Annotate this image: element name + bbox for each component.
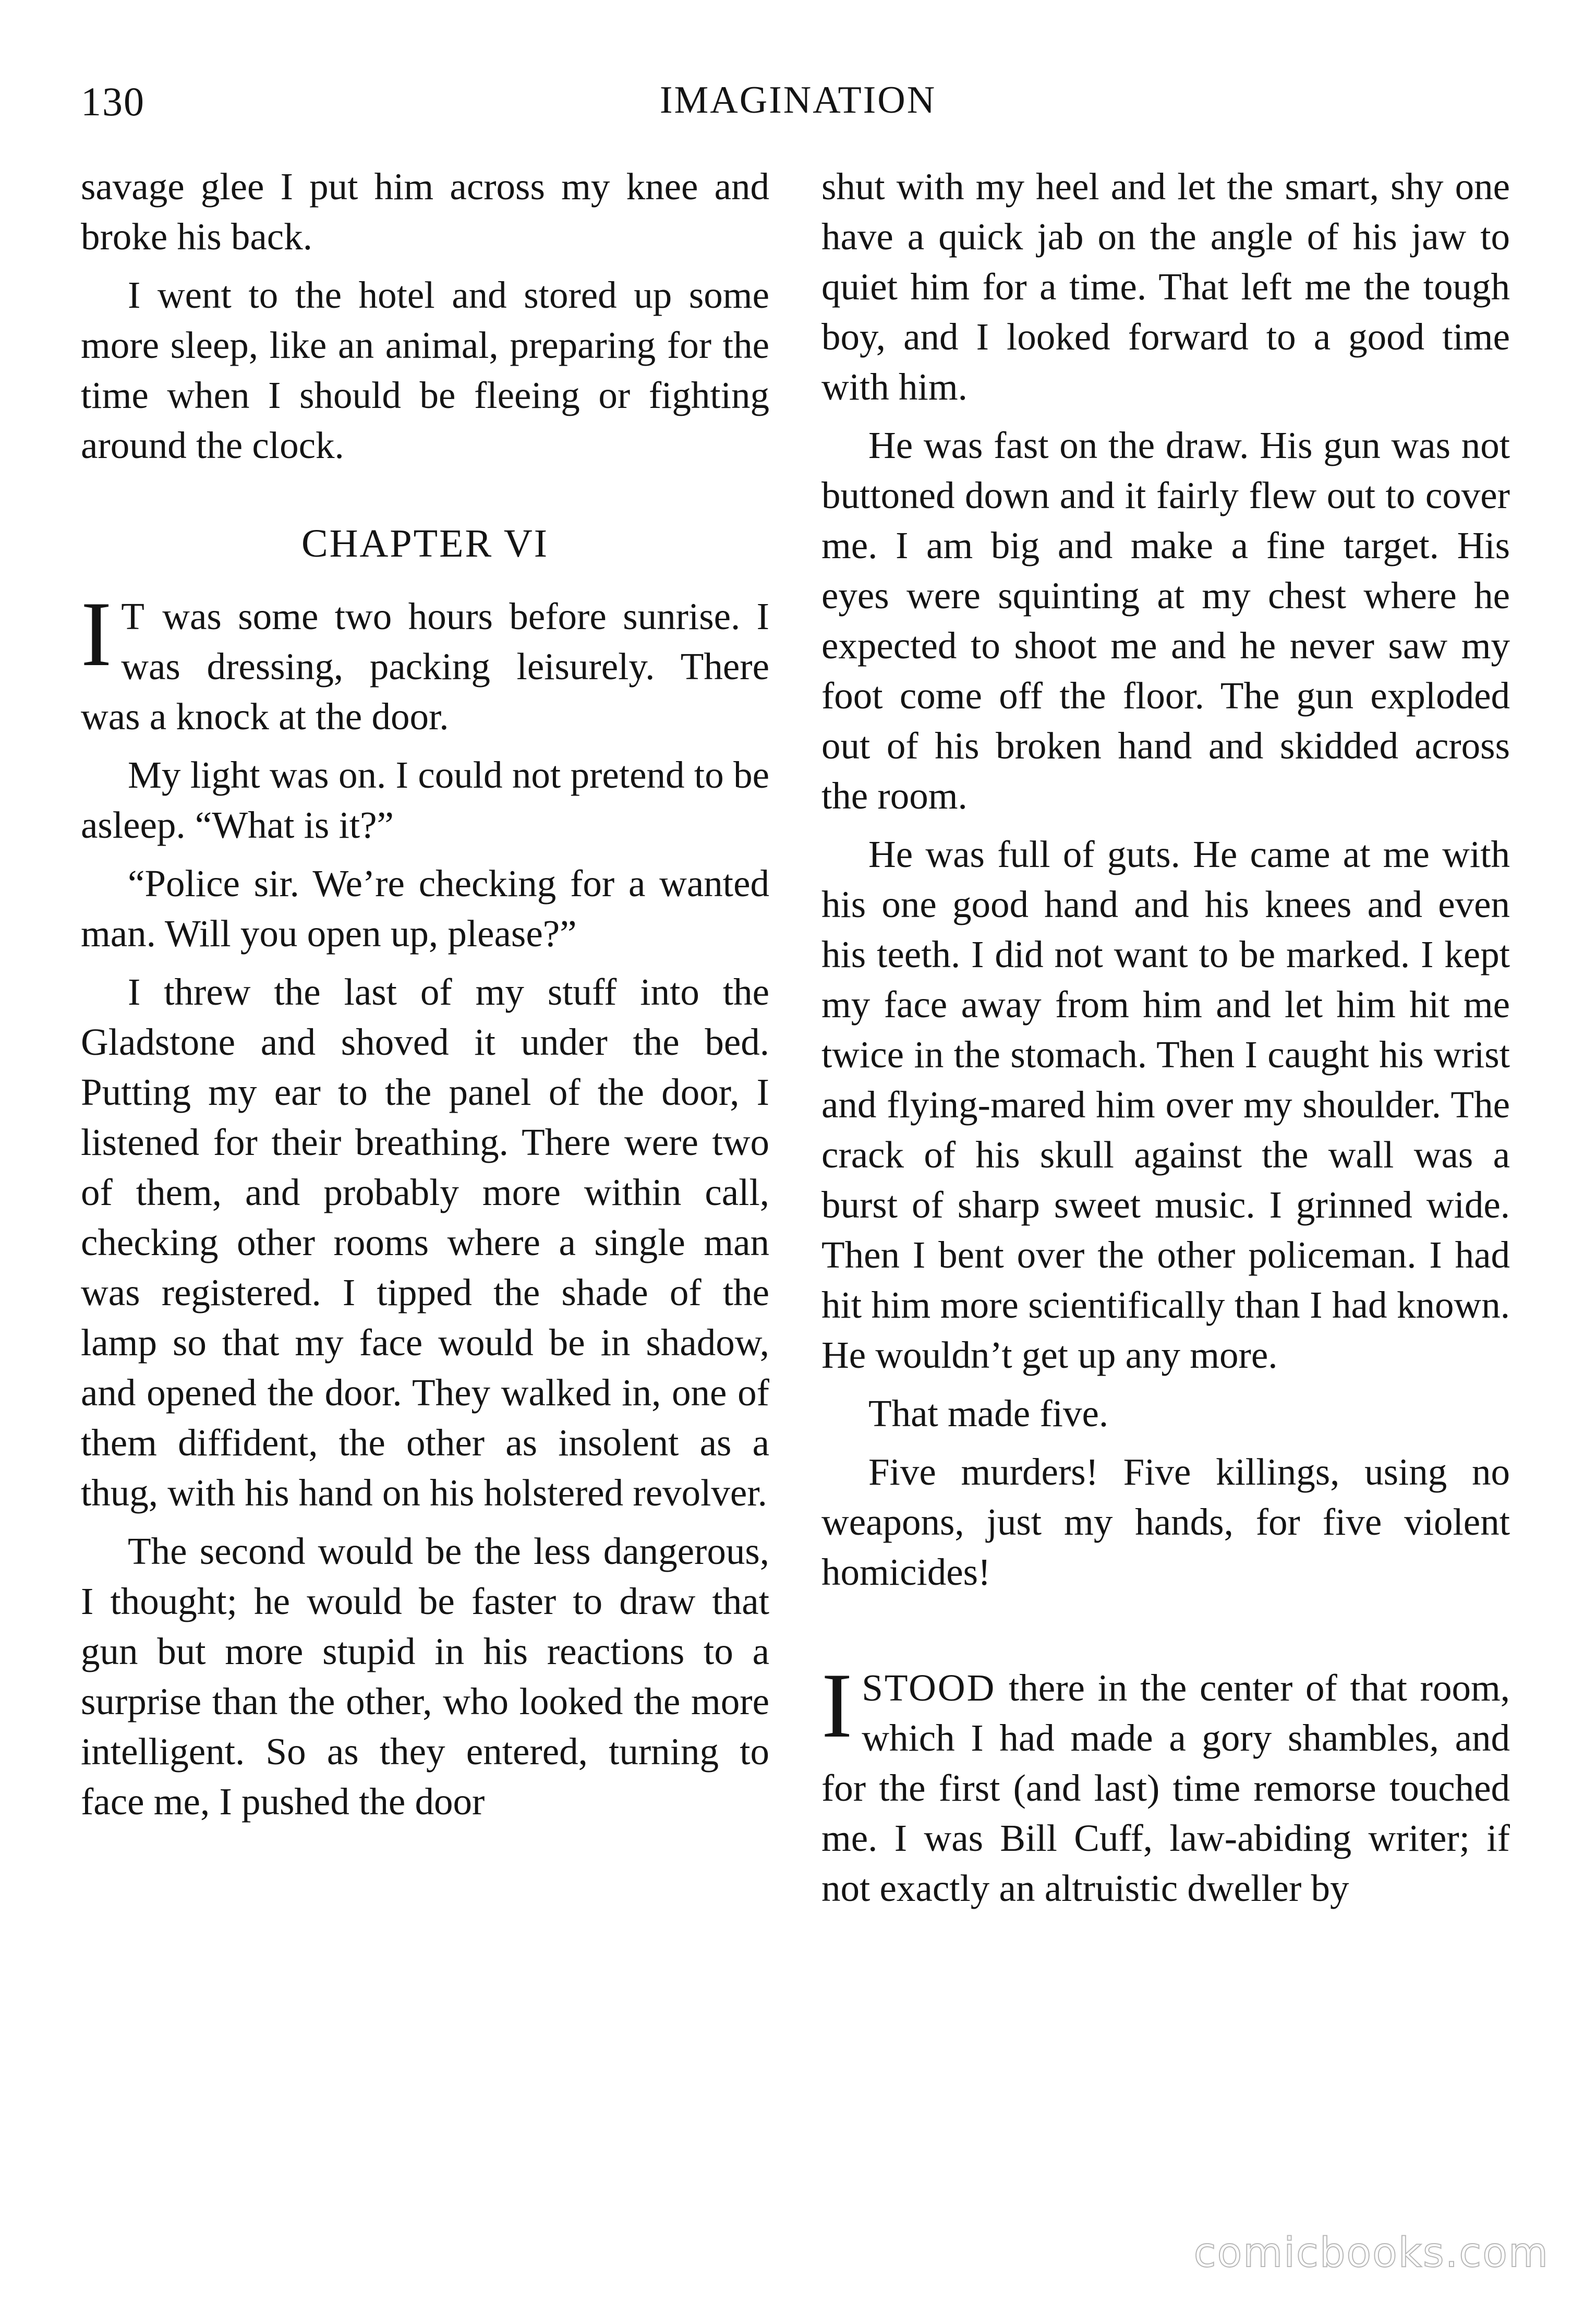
running-head: IMAGINATION xyxy=(659,79,937,122)
paragraph: “Police sir. We’re checking for a wanted man. Will you open up, please?” xyxy=(81,862,769,955)
paragraph: savage glee I put him across my knee and broke his back. xyxy=(81,165,769,258)
section-opening-paragraph xyxy=(821,1654,1510,1913)
paragraph: The second would be the less dangerous, I thought; he would be faster to draw that gun but more stupid in his reactions to a surprise than the other, who looked the more intelligent. So as they entered, turning to face me, I pushed the door xyxy=(81,1530,769,1823)
paragraph-text: was some two hours before sunrise. I was dressing, packing leisurely. There was a knock at the door. xyxy=(81,595,769,738)
chapter-opening-paragraph xyxy=(81,582,769,742)
paragraph: That made five. xyxy=(868,1392,1109,1435)
page-number: 130 xyxy=(81,79,145,124)
chapter-heading: CHAPTER VI xyxy=(301,522,549,565)
paragraph: My light was on. I could not pretend to be asleep. “What is it?” xyxy=(81,754,769,846)
right-column xyxy=(821,162,1510,1922)
paragraph: He was full of guts. He came at me with his one good hand and his knees and even his teeth. I did not want to be marked. I kept my face away from him and let him hit me twice in the stomach. Then I caught his wrist and flying-mared him over my shoulder. The crack of his skull against the wall was a burst of sharp sweet music. I grinned wide. Then I bent over the other policeman. I had hit him more scientifically than I had known. He wouldn’t get up any more. xyxy=(821,833,1510,1376)
paragraph: shut with my heel and let the smart, shy one have a quick jab on the angle of his jaw to quiet him for a time. That left me the tough boy, and I looked forward to a good time with him. xyxy=(821,165,1510,408)
paragraph-text: there in the center of that room, which I had made a gory shambles, and for the first (and last) time remorse touched me. I was Bill Cuff, law-abiding writer; if not exactly an altruistic dweller by xyxy=(821,1667,1510,1909)
paragraph: He was fast on the draw. His gun was not buttoned down and it fairly flew out to cover me. I am big and make a fine target. His eyes were squinting at my chest where he expected to shoot me and he never saw my foot come off the floor. The gun exploded out of his broken hand and skidded across the room. xyxy=(821,424,1510,817)
paragraph: I threw the last of my stuff into the Gladstone and shoved it under the bed. Putting my ear to the panel of the door, I listened for their breathing. There were two of them, and probably more within call, checking other rooms where a single man was registered. I tipped the shade of the lamp so that my face would be in shadow, and opened the door. They walked in, one of them diffident, the other as insolent as a thug, with his hand on his holstered revolver. xyxy=(81,971,769,1514)
paragraph: I went to the hotel and stored up some more sleep, like an animal, preparing for the time when I should be fleeing or fighting around the clock. xyxy=(81,274,769,466)
drop-cap: I xyxy=(821,1654,853,1757)
drop-cap: I xyxy=(81,582,112,685)
opening-caps: T xyxy=(121,595,146,637)
page-header xyxy=(0,78,1596,141)
paragraph: Five murders! Five killings, using no weapons, just my hands, for five violent homicides! xyxy=(821,1451,1510,1593)
left-column xyxy=(81,162,769,1835)
watermark: comicbooks.com xyxy=(1193,2230,1549,2276)
opening-caps: STOOD xyxy=(862,1667,996,1709)
section-break xyxy=(821,1606,1510,1663)
